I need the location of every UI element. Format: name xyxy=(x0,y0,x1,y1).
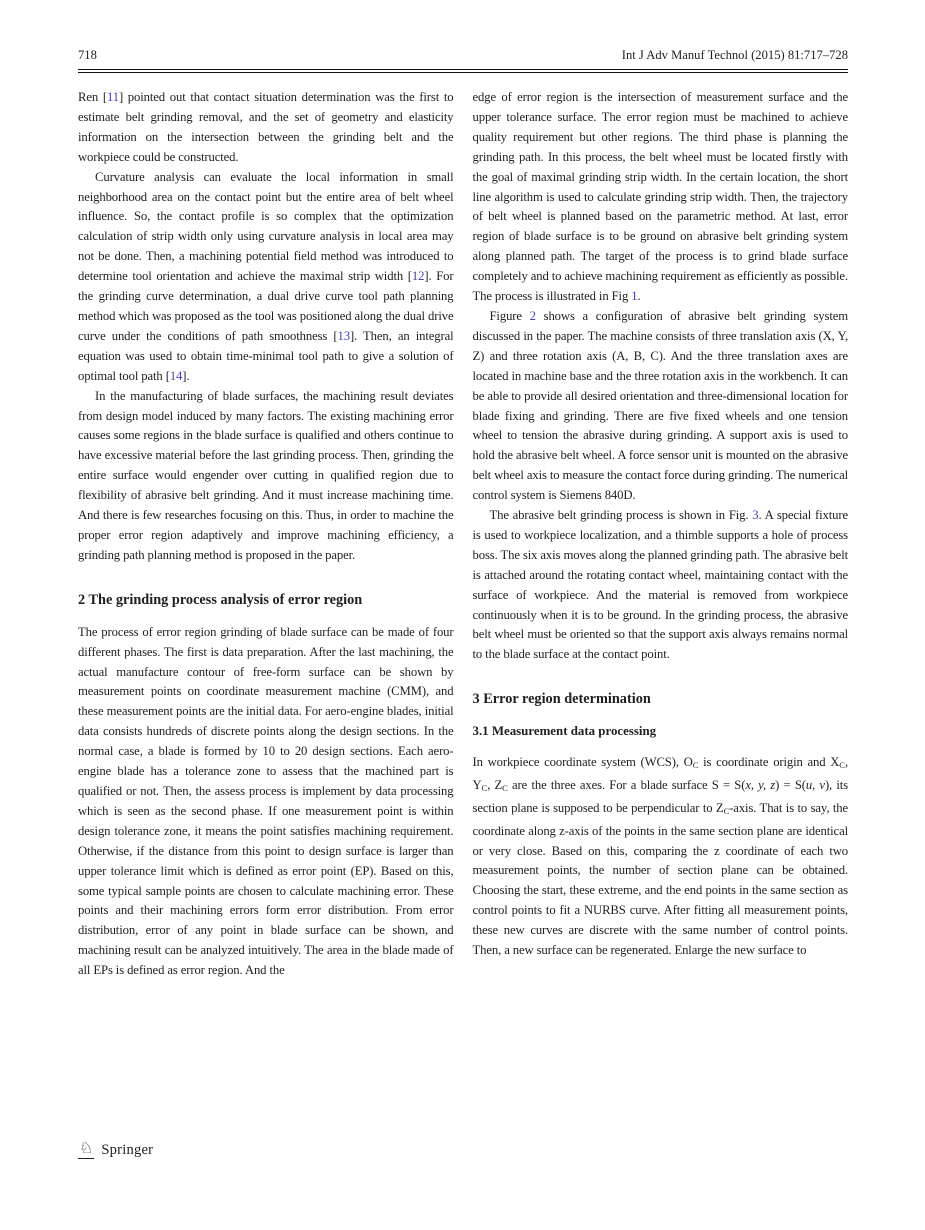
text-run: C xyxy=(723,805,730,816)
paragraph xyxy=(78,88,454,168)
left-column xyxy=(78,88,454,981)
springer-logo-icon: ♘ xyxy=(79,1140,94,1157)
text-run: C xyxy=(839,760,845,771)
text-run: Figure xyxy=(489,308,530,323)
subsection-heading: 3.1 Measurement data processing xyxy=(472,724,657,739)
citation-ref-14[interactable]: 14 xyxy=(169,368,183,383)
page-footer xyxy=(78,1141,153,1159)
text-run: . A special fixture is used to workpiece localization, and a thimble supports a hole of process boss. The six axis moves along the planned grinding path. The abrasive belt is attached around the rotating contact wheel, maintaining contact with the surface of workpiece. And the material is removed from workpiece continuously when it is to be ground. In the grinding process, the abrasive belt wheel must be oriented so that the support axis always remains normal to the blade surface at the contact point. xyxy=(472,508,848,662)
text-run: In workpiece coordinate system (WCS), O xyxy=(472,755,693,770)
text-run: ] pointed out that contact situation determination was the first to estimate belt grinding removal, and the set of geometry and elasticity information on the intersection between the grinding belt and the workpiece could be constructed. xyxy=(78,90,454,164)
page-header xyxy=(78,48,848,63)
journal-reference: Int J Adv Manuf Technol (2015) 81:717–728 xyxy=(621,48,848,62)
figure-ref-2[interactable]: 2 xyxy=(529,308,536,323)
text-run: C xyxy=(692,760,699,771)
text-run: u, v xyxy=(805,778,825,793)
text-run: The process of error region grinding of blade surface can be made of four different phases. The first is data preparation. After the last machining, the actual manufacture contour of free-form surface can be shown by measurement points on coordinate measurement machine (CMM), and these measurement points are the initial data. For aero-engine blades, initial data consists hundreds of discrete points along the design sections. In the normal case, a blade is formed by 10 to 20 design sections. Each aero-engine blade has a tolerance zone to assess that the machined part is qualified or not. Then, the assess process is implement by data processing which is seen as the second phase. If one measurement point is within design tolerance zone, it means the point satisfies machining requirement. Otherwise, if the distance from this point to design surface is larger than upper tolerance limit which is defined as error point (EP). Based on this, some typical sample points are chosen to calculate machining error. These points and their machining errors form error distribution. From error distribution, error of any point in blade surface can be shown, and machining result can be analyzed intuitively. The area in the blade made of all EPs is defined as error region. And the xyxy=(78,624,454,978)
publisher-name: Springer xyxy=(101,1141,154,1158)
text-run: ]. For the grinding curve determination, a dual drive curve tool path planning method which was proposed as the tool was positioned along the dual drive curve under the conditions of path smoothness [ xyxy=(78,269,454,343)
text-run: -axis. That is to say, the coordinate along z-axis of the points in the same section plane are identical or very close. Based on this, comparing the z coordinate of each two measurement points, the number of section plane can be obtained. Choosing the start, these extreme, and the end points in the same section as control points to fit a NURBS curve. After fitting all measurement points, these new curves are discrete with the same number of control points. Then, a new surface can be regenerated. Enlarge the new surface to xyxy=(472,800,848,958)
header-rule xyxy=(78,69,848,73)
paragraph xyxy=(473,753,849,961)
text-run: ) = S( xyxy=(775,778,806,793)
page-number: 718 xyxy=(78,48,97,62)
text-run: , Z xyxy=(487,778,503,793)
text-run: x, y, z xyxy=(745,778,776,793)
text-run: are the three axes. For a blade surface S = S( xyxy=(507,778,746,793)
article-body xyxy=(78,88,848,981)
paragraph xyxy=(78,623,454,981)
text-run: ]. xyxy=(182,368,190,383)
paragraph xyxy=(473,506,849,665)
paragraph xyxy=(473,307,849,506)
text-run: , Y xyxy=(472,755,848,793)
text-run: The abrasive belt grinding process is shown in Fig. xyxy=(489,508,753,523)
figure-ref-3[interactable]: 3 xyxy=(752,508,759,523)
section-heading: 2 The grinding process analysis of error region xyxy=(78,591,363,608)
text-run: Curvature analysis can evaluate the local information in small neighborhood area on the contact point but the entire area of belt wheel influence. So, the contact profile is so complex that the optimization calculation of strip width only using curvature analysis in local area may not be done. Then, a machining potential field method was introduced to determine tool orientation and achieve the maximal strip width [ xyxy=(78,169,454,284)
paragraph xyxy=(78,387,454,566)
figure-ref-1[interactable]: 1 xyxy=(631,289,638,304)
text-run: shows a configuration of abrasive belt grinding system discussed in the paper. The machine consists of three translation axis (X, Y, Z) and three rotation axis (A, B, C). And the three translation axes are located in machine base and the three rotation axis in the workbench. It can be able to provide all desired orientation and three-dimensional location for blade fixing and grinding. There are five fixed wheels and one tension wheel to tension the abrasive during grinding. A support axis is used to hold the abrasive belt wheel. A force sensor unit is mounted on the abrasive belt wheel axis to measure the contact force during grinding. The numerical control system is Siemens 840D. xyxy=(472,308,848,503)
citation-ref-13[interactable]: 13 xyxy=(337,328,350,343)
text-run: Ren [ xyxy=(78,90,107,104)
text-run: . xyxy=(637,289,641,304)
text-run: ), its section plane is supposed to be perpendicular to Z xyxy=(472,778,848,815)
text-run: edge of error region is the intersection of measurement surface and the upper tolerance surface. The error region must be machined to achieve quality requirement but other regions. The third phase is planning the grinding path. In this process, the belt wheel must be located firstly with the goal of maximal grinding strip width. In the certain location, the short line algorithm is used to calculate grinding strip width. Then, the trajectory of belt wheel is planned based on the parametric method. At last, error region of blade surface is to be ground on abrasive belt grinding system along planned path. The target of the process is to grind blade surface completely and to achieve machining requirement as efficiently as possible. The process is illustrated in Fig xyxy=(472,90,848,304)
text-run: In the manufacturing of blade surfaces, the machining result deviates from design model induced by many factors. The existing machining error causes some regions in the blade surface is qualified and others continue to have excessive material before the last grinding process. Then, grinding the entire surface would engender over cutting in qualified region due to flexibility of abrasive belt grinding. And it must increase machining time. And there is few researches focusing on this. Thus, in order to machine the proper error region adaptively and improve machining efficiency, a grinding path planning method is proposed in the paper. xyxy=(78,388,454,562)
text-run: is coordinate origin and X xyxy=(698,755,840,770)
text-run: C xyxy=(502,782,508,793)
citation-ref-11[interactable]: 11 xyxy=(106,90,119,104)
paragraph xyxy=(78,168,454,387)
paragraph xyxy=(473,88,849,307)
section-heading: 3 Error region determination xyxy=(472,691,651,708)
text-run: C xyxy=(481,782,488,793)
right-column xyxy=(473,88,849,961)
text-run: ]. Then, an integral equation was used to obtain time-minimal tool path to give a solution of optimal tool path [ xyxy=(78,328,454,383)
citation-ref-12[interactable]: 12 xyxy=(411,269,425,284)
